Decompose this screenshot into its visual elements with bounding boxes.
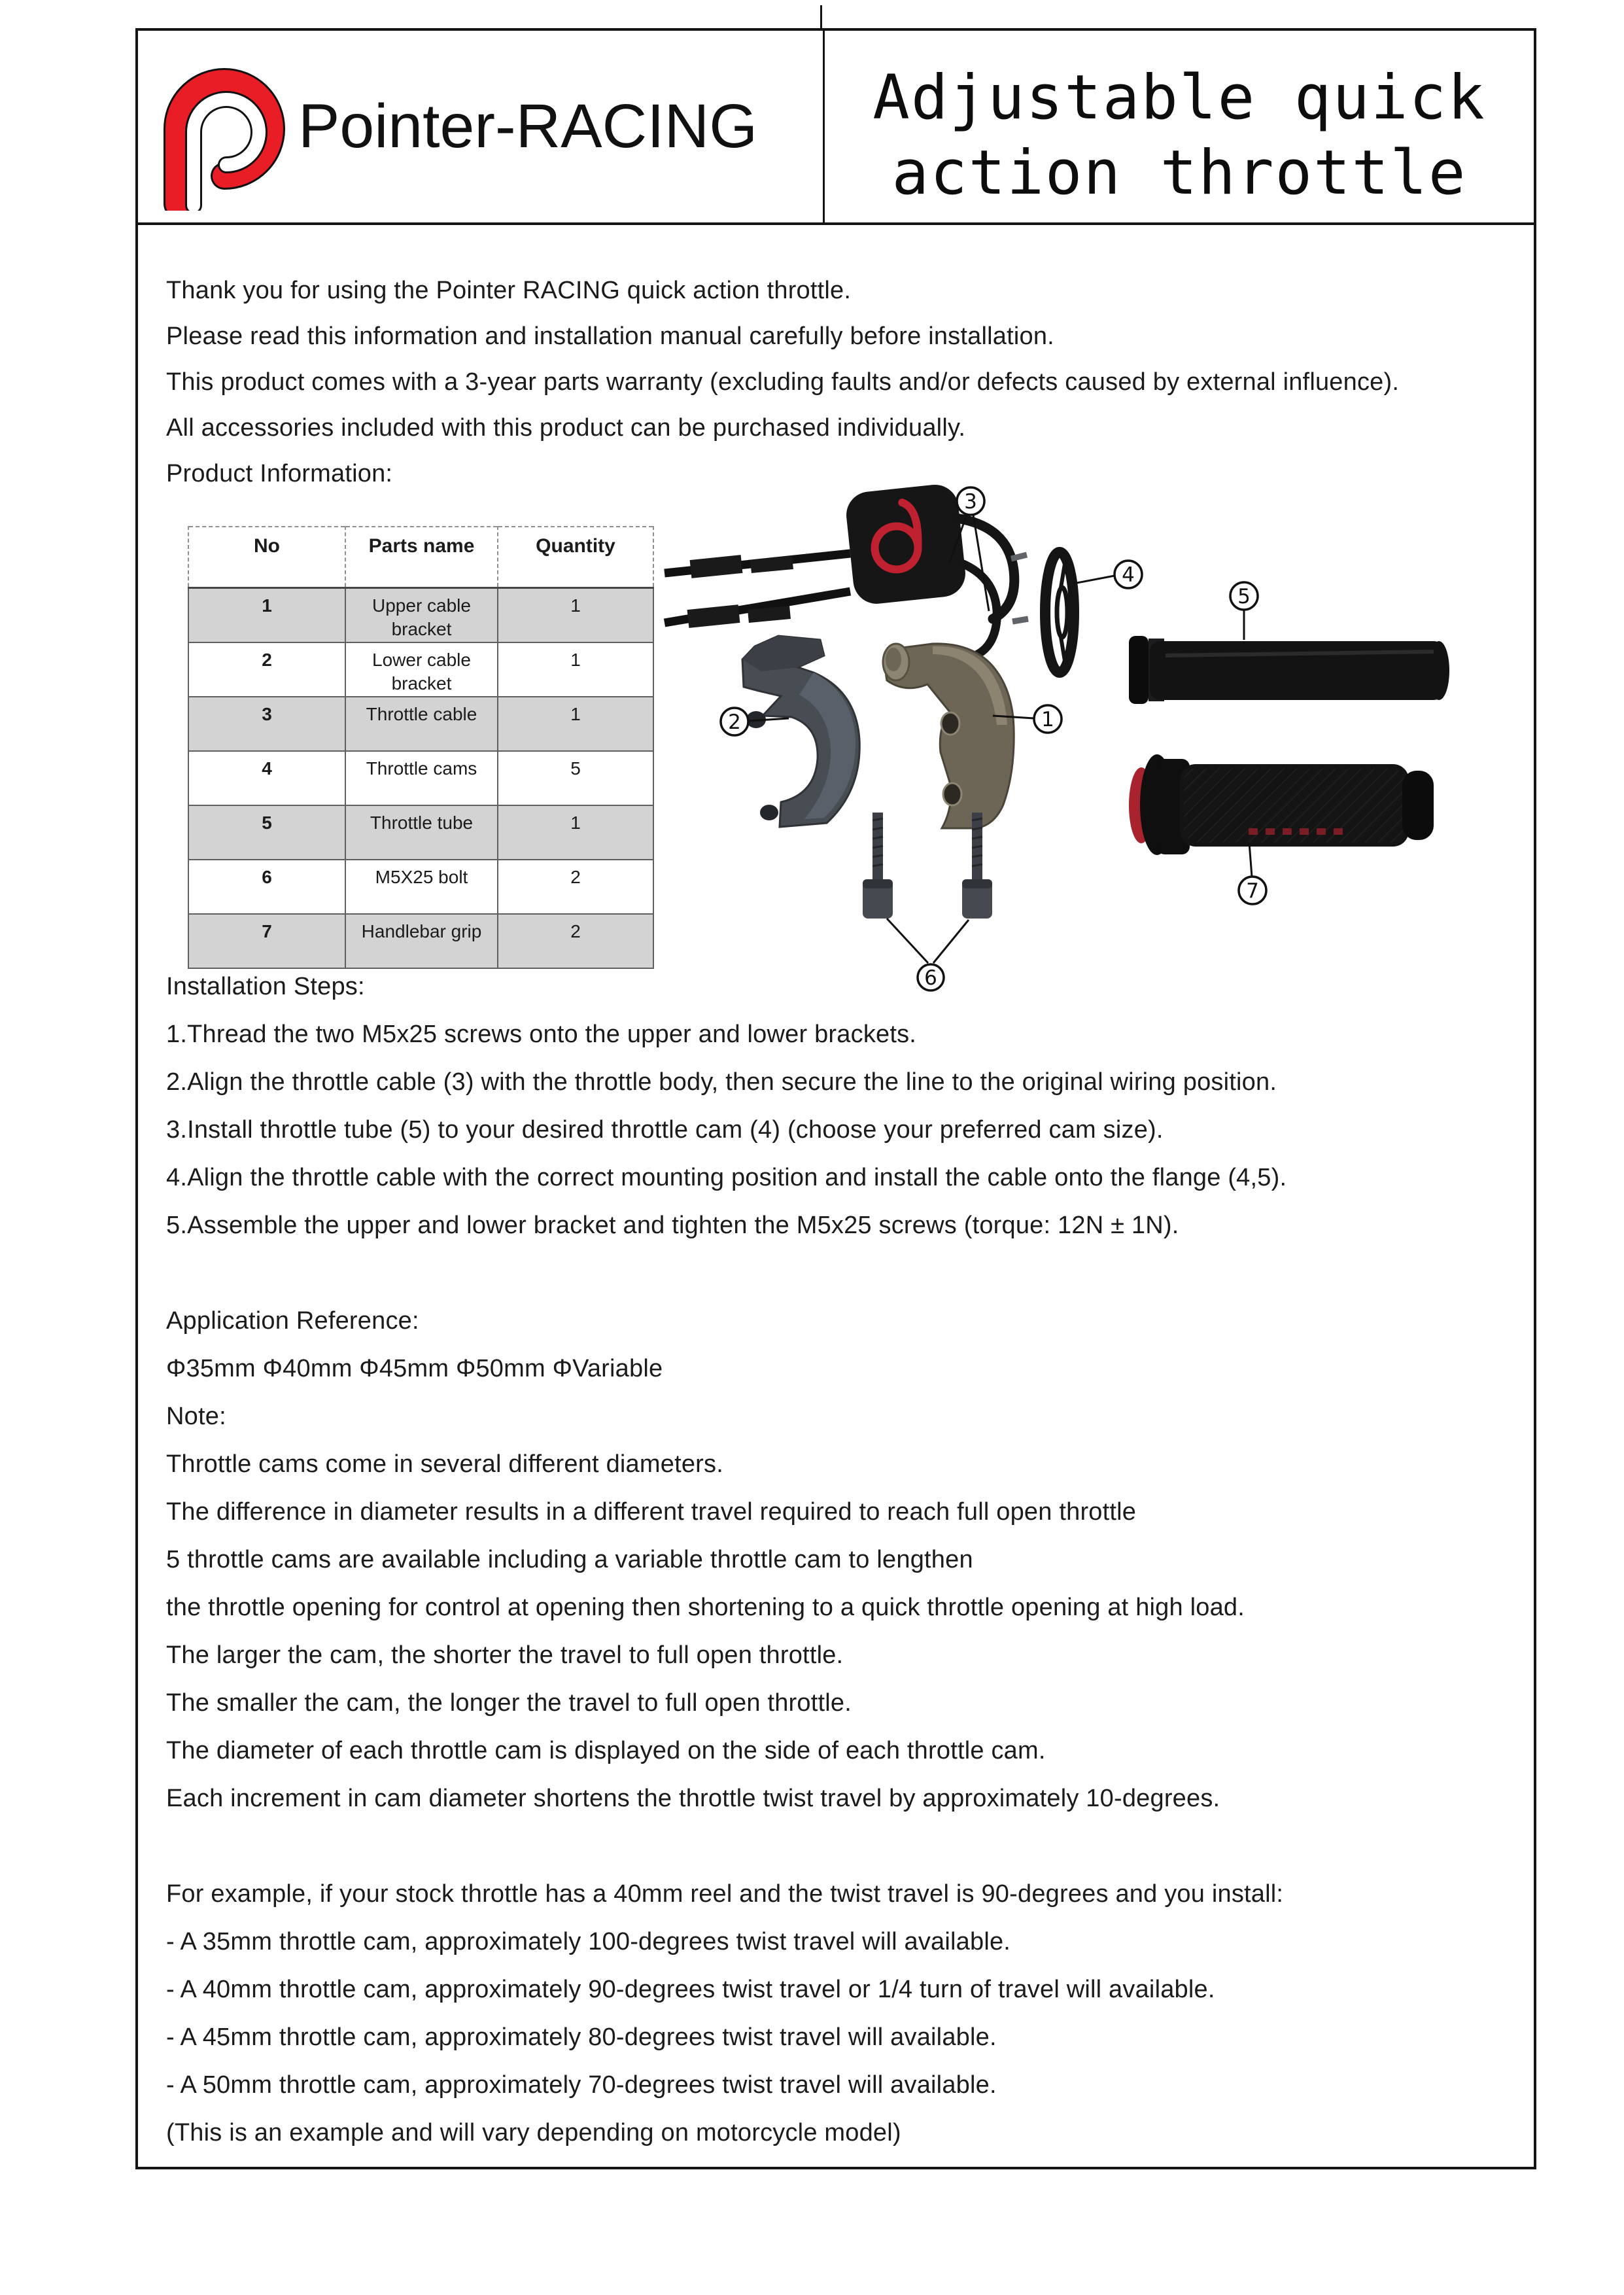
callout-number: 3 xyxy=(964,490,977,514)
text-line: The diameter of each throttle cam is displayed on the side of each throttle cam. xyxy=(166,1737,1046,1764)
cell-part-name: Throttle cams xyxy=(345,751,498,805)
text-line: This product comes with a 3-year parts warranty (excluding faults and/or defects caused by external influence). xyxy=(166,368,1400,396)
callout-number: 5 xyxy=(1237,585,1251,608)
cell-no: 6 xyxy=(188,860,345,914)
callout-number: 4 xyxy=(1122,563,1135,587)
diameter-options: Φ35mm Φ40mm Φ45mm Φ50mm ΦVariable xyxy=(166,1355,663,1382)
text-line: 5 throttle cams are available including a variable throttle cam to lengthen xyxy=(166,1546,973,1573)
text-line: - A 35mm throttle cam, approximately 100-degrees twist travel will available. xyxy=(166,1928,1011,1955)
table-row xyxy=(188,642,653,697)
section-heading: Application Reference: xyxy=(166,1307,419,1335)
header-divider-tick xyxy=(820,5,822,29)
table-row xyxy=(188,805,653,860)
cell-part-name: Throttle tube xyxy=(345,805,498,860)
throttle-tube-illustration xyxy=(1129,636,1449,704)
callout-5 xyxy=(1230,582,1258,640)
callout-number: 2 xyxy=(728,710,741,734)
text-line: 4.Align the throttle cable with the correct mounting position and install the cable onto the flange (4,5). xyxy=(166,1164,1287,1191)
brand-name: Pointer-RACING xyxy=(298,92,758,161)
text-line: 2.Align the throttle cable (3) with the throttle body, then secure the line to the original wiring position. xyxy=(166,1068,1277,1096)
callout-number: 1 xyxy=(1041,708,1054,731)
text-line: For example, if your stock throttle has a 40mm reel and the twist travel is 90-degrees and you install: xyxy=(166,1880,1284,1908)
application-reference-section xyxy=(166,1297,1245,1823)
cell-no: 5 xyxy=(188,805,345,860)
text-line: - A 45mm throttle cam, approximately 80-degrees twist travel will available. xyxy=(166,2023,997,2051)
cell-no: 2 xyxy=(188,642,345,697)
text-line: The smaller the cam, the longer the travel to full open throttle. xyxy=(166,1689,852,1717)
callout-number: 6 xyxy=(924,966,937,990)
cell-quantity: 1 xyxy=(498,588,653,643)
m5x25-bolts-illustration xyxy=(863,813,992,919)
col-header-no: No xyxy=(188,527,345,588)
table-row xyxy=(188,588,653,643)
cell-no: 7 xyxy=(188,914,345,968)
callout-4 xyxy=(1073,561,1142,588)
cell-no: 1 xyxy=(188,588,345,643)
title-line-1: Adjustable quick xyxy=(872,62,1486,133)
page-frame xyxy=(135,28,1536,2169)
text-line: - A 50mm throttle cam, approximately 70-degrees twist travel will available. xyxy=(166,2071,997,2099)
note-heading: Note: xyxy=(166,1403,226,1430)
cell-part-name: Lower cable bracket xyxy=(345,642,498,697)
header xyxy=(138,31,1534,225)
lower-cable-bracket-illustration xyxy=(742,636,859,827)
title-line-2: action throttle xyxy=(891,137,1467,209)
installation-steps-section xyxy=(166,963,1287,1250)
table-row xyxy=(188,914,653,968)
text-line: 5.Assemble the upper and lower bracket and tighten the M5x25 screws (torque: 12N ± 1N). xyxy=(166,1212,1179,1239)
col-header-quantity: Quantity xyxy=(498,527,653,588)
table-header-row xyxy=(188,527,653,588)
cell-quantity: 5 xyxy=(498,751,653,805)
callout-number: 7 xyxy=(1246,879,1259,903)
handlebar-grip-illustration xyxy=(1129,754,1434,855)
cell-part-name: Handlebar grip xyxy=(345,914,498,968)
text-line: All accessories included with this product can be purchased individually. xyxy=(166,414,966,442)
example-section xyxy=(166,1870,1283,2157)
text-line: Product Information: xyxy=(166,460,393,487)
upper-cable-bracket-illustration xyxy=(883,644,1014,828)
parts-table xyxy=(188,526,654,969)
section-heading: Installation Steps: xyxy=(166,973,365,1000)
text-line: - A 40mm throttle cam, approximately 90-degrees twist travel or 1/4 turn of travel will available. xyxy=(166,1976,1215,2003)
cell-part-name: M5X25 bolt xyxy=(345,860,498,914)
table-row xyxy=(188,751,653,805)
cell-part-name: Upper cable bracket xyxy=(345,588,498,643)
cell-quantity: 1 xyxy=(498,697,653,751)
text-line: The difference in diameter results in a different travel required to reach full open throttle xyxy=(166,1498,1137,1526)
text-line: Thank you for using the Pointer RACING quick action throttle. xyxy=(166,277,852,304)
text-line: Each increment in cam diameter shortens the throttle twist travel by approximately 10-degrees. xyxy=(166,1785,1220,1812)
cell-quantity: 1 xyxy=(498,642,653,697)
table-row xyxy=(188,860,653,914)
text-line: the throttle opening for control at opening then shortening to a quick throttle opening at high load. xyxy=(166,1594,1245,1621)
text-line: Please read this information and installation manual carefully before installation. xyxy=(166,323,1054,350)
throttle-cam-flange-illustration xyxy=(1045,552,1074,673)
cell-quantity: 1 xyxy=(498,805,653,860)
cell-no: 3 xyxy=(188,697,345,751)
text-line: The larger the cam, the shorter the travel to full open throttle. xyxy=(166,1641,844,1669)
cell-part-name: Throttle cable xyxy=(345,697,498,751)
cell-quantity: 2 xyxy=(498,860,653,914)
text-line: 3.Install throttle tube (5) to your desired throttle cam (4) (choose your preferred cam size). xyxy=(166,1116,1164,1144)
text-line: 1.Thread the two M5x25 screws onto the upper and lower brackets. xyxy=(166,1021,917,1048)
col-header-parts-name: Parts name xyxy=(345,527,498,588)
cell-no: 4 xyxy=(188,751,345,805)
table-row xyxy=(188,697,653,751)
cell-quantity: 2 xyxy=(498,914,653,968)
exploded-parts-diagram xyxy=(647,453,1549,1030)
text-line: (This is an example and will vary depending on motorcycle model) xyxy=(166,2119,901,2146)
callout-7 xyxy=(1239,843,1266,904)
pointer-racing-logo-icon xyxy=(158,67,288,211)
text-line: Throttle cams come in several different diameters. xyxy=(166,1450,723,1478)
document-title xyxy=(825,31,1534,222)
